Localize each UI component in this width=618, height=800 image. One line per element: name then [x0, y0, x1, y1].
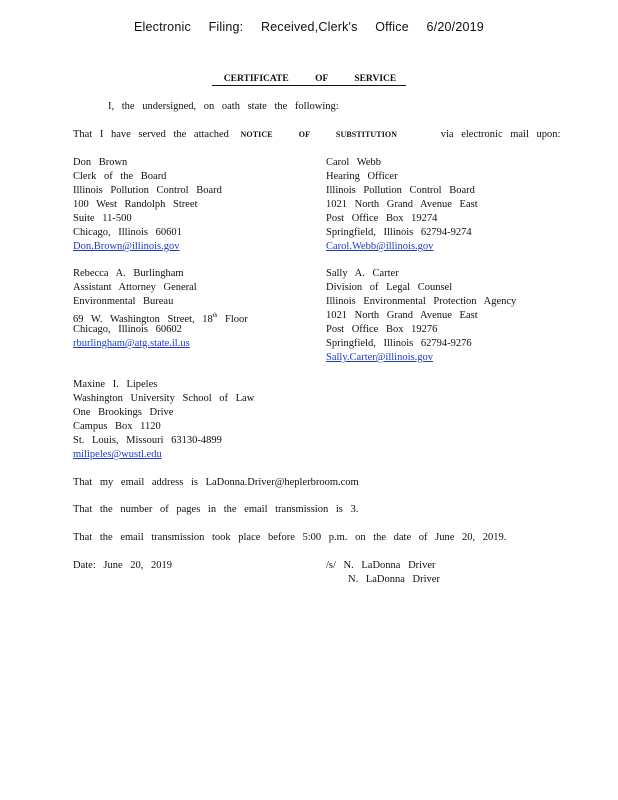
- recipient-street: 69 W. Washington Street, 18th Floor: [73, 313, 248, 325]
- recipient-city: Springfield, Illinois 62794-9276: [326, 338, 472, 349]
- served-paragraph: [73, 128, 560, 142]
- recipient-street: One Brookings Drive: [73, 407, 174, 418]
- recipient-maxine-lipeles: [73, 378, 254, 462]
- recipient-email-link[interactable]: Sally.Carter@illinois.gov: [326, 352, 433, 363]
- served-document-name: NOTICE OF SUBSTITUTION: [240, 130, 398, 139]
- recipient-name: Rebecca A. Burlingham: [73, 268, 184, 279]
- intro-paragraph: I, the undersigned, on oath state the following:: [108, 101, 339, 112]
- document-title: [0, 74, 618, 84]
- page-count-statement: That the number of pages in the email transmission is 3.: [73, 504, 359, 515]
- recipient-box: Post Office Box 19276: [326, 324, 438, 335]
- recipient-organization: Illinois Environmental Protection Agency: [326, 296, 517, 307]
- recipient-email-link[interactable]: rburlingham@atg.state.il.us: [73, 338, 190, 349]
- recipient-carol-webb: [326, 156, 478, 254]
- recipient-name: Sally A. Carter: [326, 268, 399, 279]
- recipient-school: Washington University School of Law: [73, 393, 255, 404]
- recipient-street: 100 West Randolph Street: [73, 199, 198, 210]
- recipient-box: Campus Box 1120: [73, 421, 161, 432]
- recipient-email-link[interactable]: Carol.Webb@illinois.gov: [326, 241, 434, 252]
- served-suffix: via electronic mail upon:: [440, 129, 561, 140]
- recipient-division: Division of Legal Counsel: [326, 282, 453, 293]
- recipient-street: 1021 North Grand Avenue East: [326, 310, 478, 321]
- recipient-name: Maxine I. Lipeles: [73, 379, 158, 390]
- recipient-organization: Illinois Pollution Control Board: [326, 185, 475, 196]
- recipient-suite: Suite 11-500: [73, 213, 132, 224]
- recipient-city: St. Louis, Missouri 63130-4899: [73, 435, 222, 446]
- recipient-sally-carter: [326, 267, 516, 365]
- electronic-filing-header: Electronic Filing: Received,Clerk's Office 6/20/2019: [134, 20, 484, 34]
- served-prefix: That I have served the attached: [73, 129, 229, 140]
- recipient-title: Clerk of the Board: [73, 171, 167, 182]
- recipient-title: Hearing Officer: [326, 171, 398, 182]
- recipient-bureau: Environmental Bureau: [73, 296, 174, 307]
- signature-line: /s/ N. LaDonna Driver: [326, 560, 436, 571]
- recipient-name: Carol Webb: [326, 157, 381, 168]
- recipient-email-link[interactable]: Don.Brown@illinois.gov: [73, 241, 180, 252]
- recipient-street: 1021 North Grand Avenue East: [326, 199, 478, 210]
- recipient-city: Chicago, Illinois 60602: [73, 324, 182, 335]
- recipient-title: Assistant Attorney General: [73, 282, 197, 293]
- recipient-box: Post Office Box 19274: [326, 213, 438, 224]
- date-line: Date: June 20, 2019: [73, 560, 172, 571]
- sender-email-statement: That my email address is LaDonna.Driver@heplerbroom.com: [73, 477, 359, 488]
- recipient-organization: Illinois Pollution Control Board: [73, 185, 222, 196]
- recipient-don-brown: [73, 156, 222, 254]
- certificate-title-text: CERTIFICATE OF SERVICE: [212, 74, 406, 86]
- recipient-city: Chicago, Illinois 60601: [73, 227, 182, 238]
- transmission-time-statement: That the email transmission took place before 5:00 p.m. on the date of June 20, 2019.: [73, 532, 507, 543]
- printed-name: N. LaDonna Driver: [348, 574, 440, 585]
- recipient-email-link[interactable]: milipeles@wustl.edu: [73, 449, 162, 460]
- recipient-city: Springfield, Illinois 62794-9274: [326, 227, 472, 238]
- recipient-name: Don Brown: [73, 157, 128, 168]
- recipient-rebecca-burlingham: [73, 267, 248, 351]
